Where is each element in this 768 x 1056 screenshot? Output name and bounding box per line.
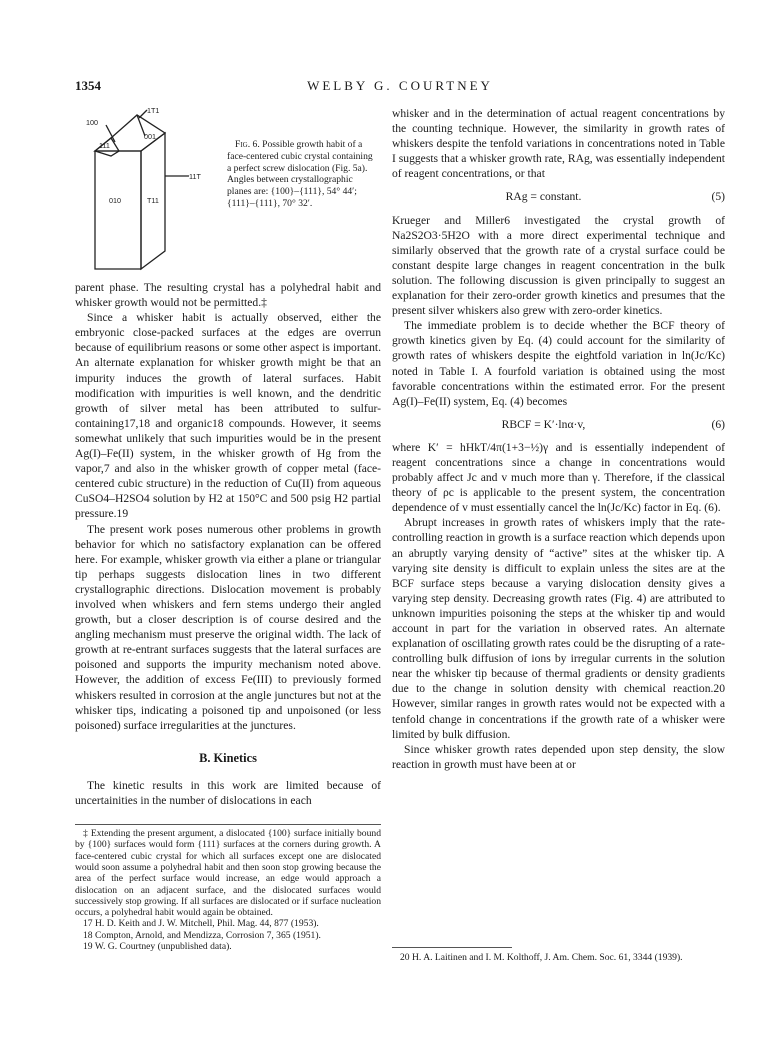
figure-6 — [75, 106, 381, 280]
caption-label: Fig. 6. — [235, 139, 260, 150]
footnotes-right — [392, 947, 725, 963]
equation-body: RAg = constant. — [505, 190, 582, 204]
equation-number: (5) — [711, 190, 725, 204]
right-column — [392, 106, 725, 772]
page-number: 1354 — [75, 78, 101, 93]
paragraph: The present work poses numerous other problems in growth behavior for which no satisfactory explanation can be offered here. For example, whisker growth via either a plane or triangular tip perhaps suggests dislocation lines in two different crystallographic directions. Dislocation movement is probably involved when whiskers and fern stems undergo their angled growth, but a closer description is of course desired and the angling mechanism must preserve the original width. The lack of growth at re-entrant surfaces suggests that the lateral surfaces are poisoned and supports the impurity mechanism noted above. However, the addition of excess Fe(III) to previously formed whiskers resulted in corrosion at the angle junctures but not at the whisker tips, indicating a poisoned tip and unpoisoned (or less poisoned) surface irregularities at the junctures. — [75, 522, 381, 732]
footnote: 20 H. A. Laitinen and I. M. Kolthoff, J. Am. Chem. Soc. 61, 3344 (1939). — [400, 952, 683, 963]
label-11t: 11T — [189, 172, 201, 181]
caption-text: Possible growth habit of a face-centered cubic crystal containing a perfect screw dislocation (Fig. 5a). Angles between crystallographic planes are: {100}–{111}, 54° 44′; {111}–{111}, 70° 32′. — [227, 139, 373, 209]
paragraph: The kinetic results in this work are limited because of uncertainities in the number of dislocations in each — [75, 778, 381, 807]
figure-caption — [227, 139, 377, 210]
label-t11: T11 — [147, 196, 159, 205]
leader-100 — [106, 125, 115, 142]
label-010: 010 — [109, 196, 121, 205]
crystal-habit-diagram — [81, 106, 226, 276]
paragraph: Krueger and Miller6 investigated the crystal growth of Na2S2O3·5H2O with a more direct experimental technique and similarly observed that the growth rate of a crystal surface could be constant despite large changes in reagent concentration in the bulk solution. The following discussion is given principally to suggest an explanation for their zero-order growth kinetics and presumes that the present silver whiskers also grew with zero-order kinetics. — [392, 213, 725, 318]
footnote: ‡ Extending the present argument, a dislocated {100} surface initially bound by {100} surfaces would form {111} surfaces at the corners during growth. A face-centered cubic crystal for which all surfaces except one are dislocated would soon assume a polyhedral habit and then soon stop growing because the area of the perfect surface would increase, an edge would approach a dislocation on an adjacent surface, and the dislocated surfaces would successively stop growing. If all surfaces are dislocated or if surface nucleation occurs, a polyhedral habit would again be obtained. — [75, 828, 381, 919]
footnote: 18 Compton, Arnold, and Mendizza, Corrosion 7, 365 (1951). — [83, 929, 321, 941]
paragraph: where K′ = hHkT/4π(1+3−½)γ and is essentially independent of reagent concentrations since a change in concentrations would probably affect Jc and v much more than γ. Therefore, if the classical theory of ρc is applicable to the present system, the concentration dependence of v must essentially cancel the ln(Jc/Kc) factor in Eq. (6). — [392, 440, 725, 515]
paragraph: The immediate problem is to decide whether the BCF theory of growth kinetics given by Eq. (4) could account for the similarity of growth rates of whiskers despite the eightfold variation in ln(Jc/Kc) noted in Table I. A fourfold variation is obtained using the most favorable concentrations within the estimated error. For the present Ag(I)–Fe(II) system, Eq. (4) becomes — [392, 319, 725, 408]
leader-1t1 — [139, 110, 147, 118]
label-1t1: 1T1 — [147, 106, 160, 115]
section-heading: B. Kinetics — [199, 750, 257, 765]
equation-body: RBCF = K′·lnα·v, — [501, 417, 586, 431]
equation-6 — [392, 417, 725, 432]
footnote: 17 H. D. Keith and J. W. Mitchell, Phil. Mag. 44, 877 (1953). — [83, 918, 319, 930]
paragraph: whisker and in the determination of actual reagent concentrations by the counting technique. However, the similarity in growth rates of whiskers despite the tenfold variations in concentrations noted in Table I suggests that a whisker growth rate, RAg, was essentially independent of reagent concentrations, or that — [392, 107, 725, 181]
running-author: WELBY G. COURTNEY — [307, 78, 493, 93]
footnote-rule — [392, 947, 512, 948]
label-001: 001 — [144, 132, 156, 141]
running-header — [75, 78, 725, 94]
paragraph: Since a whisker habit is actually observed, either the embryonic close-packed surfaces at the edges are overrun because of equilibrium reasons or some other aspect is important. An alternate explanation for whisker growth might be that an impurity induces the growth of lateral surfaces. Habit modification with impurities is well known, and the dendritic growth of silver metal has been attributed to sulfur-containing17,18 and organic18 compounds. However, it seems somewhat unlikely that such impurities would be in the present Ag(I)–Fe(II) system, in the whisker growth of Hg from the vapor,7 and also in the whisker growth of copper metal (face-centered cubic structure) in the reduction of Cu(II) from aqueous CuSO4–H2SO4 solution by H2 at 150°C and 500 psig H2 partial pressure.19 — [75, 311, 381, 521]
left-column — [75, 106, 381, 952]
paragraph: Since whisker growth rates depended upon step density, the slow reaction in growth must have been at or — [392, 742, 725, 771]
face-010 — [95, 151, 141, 269]
paragraph: parent phase. The resulting crystal has a polyhedral habit and whisker growth would not be permitted.‡ — [75, 281, 381, 310]
equation-number: (6) — [711, 417, 725, 431]
footnotes-left — [75, 824, 381, 952]
equation-5 — [392, 189, 725, 204]
footnote: 19 W. G. Courtney (unpublished data). — [83, 941, 232, 953]
label-111: 111 — [99, 141, 110, 150]
label-100: 100 — [86, 118, 98, 127]
paragraph: Abrupt increases in growth rates of whiskers imply that the rate-controlling reaction in growth is a surface reaction which depends upon an abruptly varying density of “active” sites at the whisker tip. A varying site density is difficult to explain unless the sites are at the BCF surface steps because a varying dislocation density gives a varying step density. Decreasing growth rates (Fig. 4) are attributed to unknown impurities poisoning the steps at the whisker tip and would account in part for the variation in observed rates. An alternate explanation of oscillating growth rates could be the disrupting of a rate-controlling bulk diffusion of ions by irregular currents in the solution near the whisker tip because of thermal gradients or density gradients due to the change in solution density with chemical reaction.20 However, similar ranges in growth rates would not be expected with a tenfold change in concentrations if the growth rate of a whisker were limited by bulk diffusion. — [392, 516, 725, 741]
